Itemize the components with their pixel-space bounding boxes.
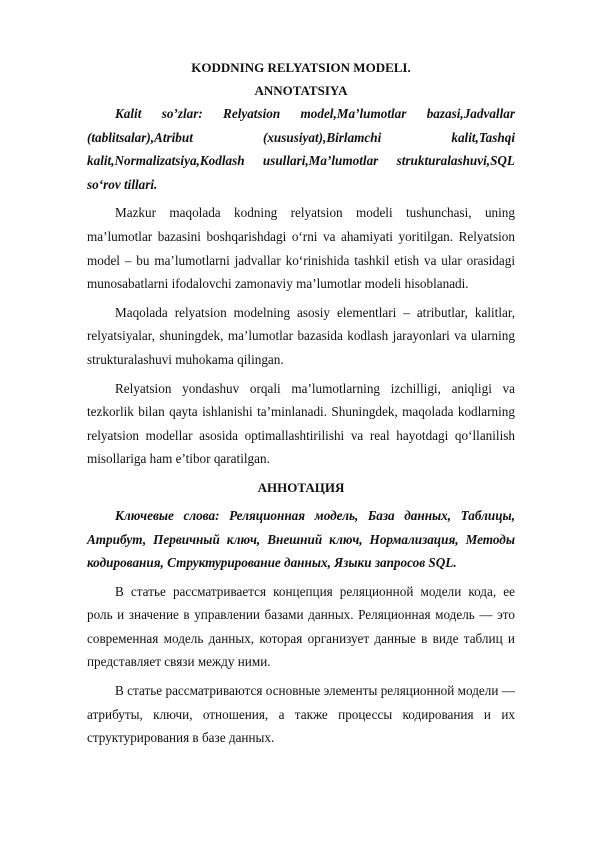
abstract-uz-paragraph-1: Mazkur maqolada kodning relyatsion modeli tushunchasi, uning ma’lumotlar bazasini boshqarishdagi o‘rni va ahamiyati yoritilgan. Relyatsion model – bu ma’lumotlarni jadvallar ko‘rinishida tashkil etish va ular orasidagi munosabatlarni ifodalovchi zamonaviy ma’lumotlar modeli hisoblanadi. <box>87 205 515 292</box>
keywords-ru: Ключевые слова: Реляционная модель, База данных, Таблицы, Атрибут, Первичный ключ, Внешний ключ, Нормализация, Методы кодирования, Структурирование данных, Языки запросов SQL. <box>87 507 515 571</box>
annotation-ru-heading: АННОТАЦИЯ <box>257 479 345 495</box>
article-title: KODDNING RELYATSION MODELI. <box>191 60 411 75</box>
keywords-uz: Kalit so’zlar: Relyatsion model,Ma’lumotlar bazasi,Jadvallar (tablitsalar),Atribut (xususiyat),Birlamchi kalit,Tashqi kalit,Normalizatsiya,Kodlash usullari,Ma’lumotlar strukturalashuvi,SQL so‘rov tillari. <box>87 106 515 192</box>
abstract-uz-paragraph-3: Relyatsion yondashuv orqali ma’lumotlarning izchilligi, aniqligi va tezkorlik bilan qayta ishlanishi ta’minlanadi. Shuningdek, maqolada kodlarning relyatsion modellar asosida optimallashtirilishi va real hayotdagi qo‘llanilish misollariga ham e’tibor qaratilgan. <box>87 380 515 467</box>
abstract-uz-paragraph-2: Maqolada relyatsion modelning asosiy elementlari – atributlar, kalitlar, relyatsiyalar, shuningdek, ma’lumotlar bazasida kodlash jarayonlari va ularning strukturalashuvi muhokama qilingan. <box>87 304 515 367</box>
abstract-ru-paragraph-2: В статье рассматриваются основные элементы реляционной модели — атрибуты, ключи, отношения, а также процессы кодирования и их структурирования в базе данных. <box>87 683 515 746</box>
document-content <box>87 56 515 750</box>
abstract-ru-paragraph-1: В статье рассматривается концепция реляционной модели кода, ее роль и значение в управлении базами данных. Реляционная модель — это современная модель данных, которая организует данные в виде таблиц и представляет связи между ними. <box>87 583 515 670</box>
annotation-uz-heading: ANNOTATSIYA <box>254 83 348 98</box>
